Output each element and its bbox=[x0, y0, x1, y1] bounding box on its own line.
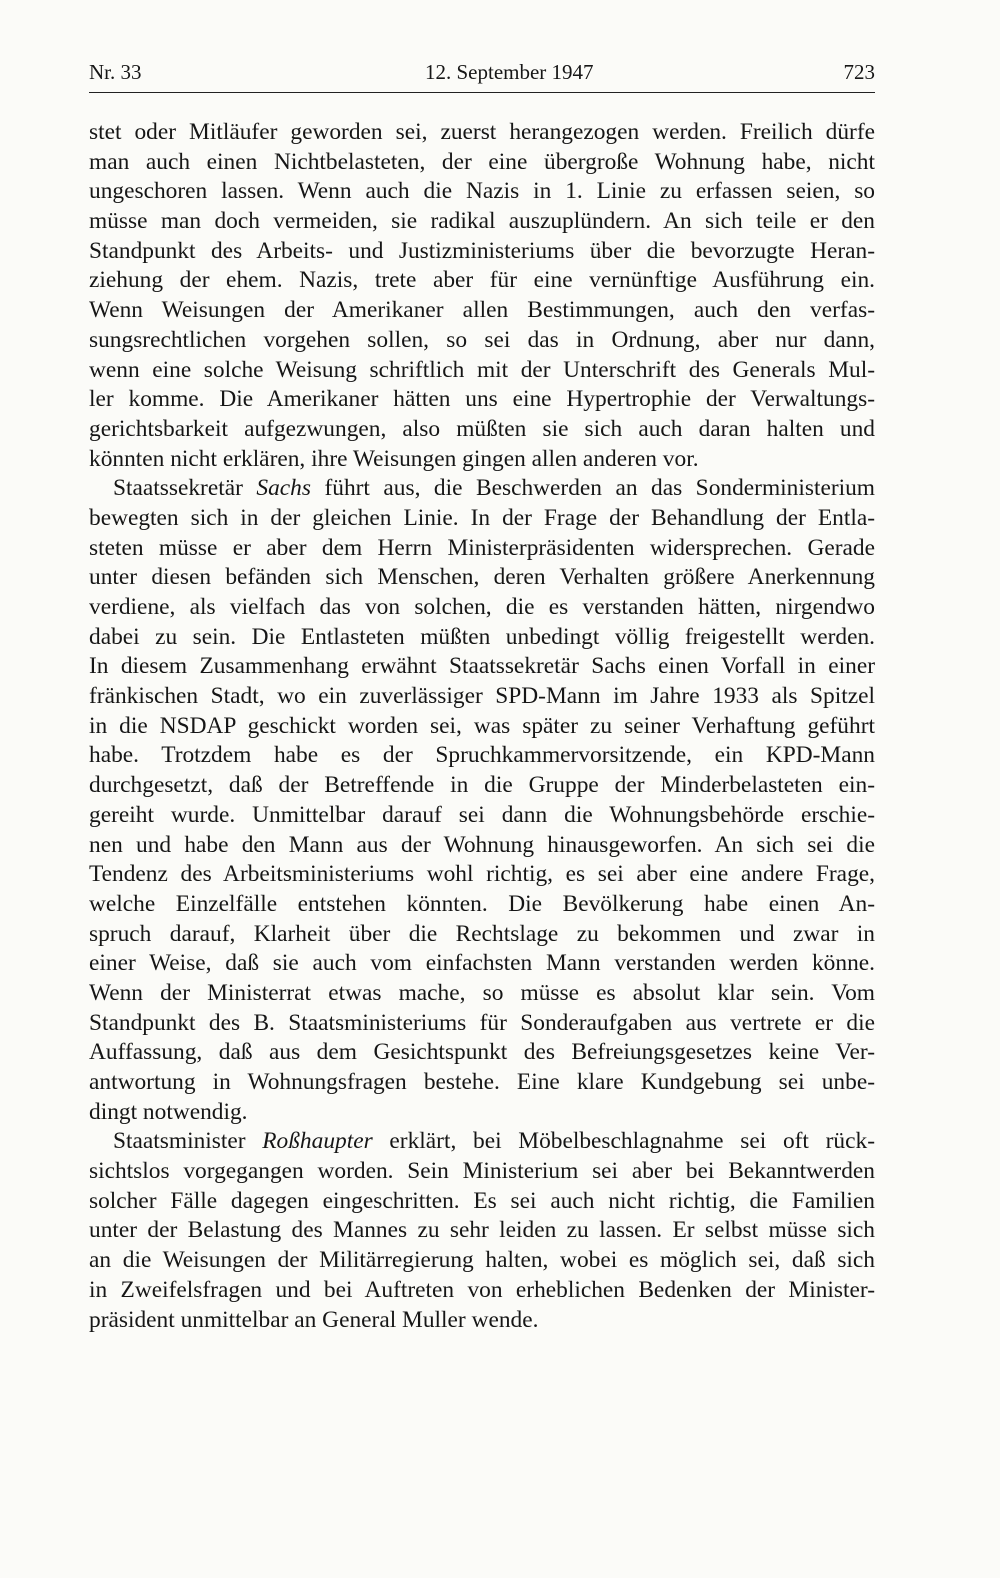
text-line: präsident unmittelbar an General Muller wende. bbox=[89, 1306, 539, 1333]
text-line bbox=[89, 474, 875, 504]
text-line: ziehung der ehem. Nazis, trete aber für eine vernünftige Ausführung ein. bbox=[89, 267, 875, 294]
text-line: habe. Trotzdem habe es der Spruchkammervorsitzende, ein KPD-Mann bbox=[89, 742, 875, 769]
text-line: dabei zu sein. Die Entlasteten müßten unbedingt völlig freigestellt werden. bbox=[89, 623, 875, 650]
text-line: gerichtsbarkeit aufgezwungen, also müßten sie sich auch daran halten und bbox=[89, 415, 875, 442]
text-line: in die NSDAP geschickt worden sei, was später zu seiner Verhaftung geführt bbox=[89, 712, 875, 739]
line-text: Staatssekretär bbox=[113, 475, 257, 502]
line-text: Staatsminister bbox=[113, 1128, 263, 1155]
text-line: solcher Fälle dagegen eingeschritten. Es sei auch nicht richtig, die Familien bbox=[89, 1187, 875, 1214]
text-line: steten müsse er aber dem Herrn Ministerpräsidenten widersprechen. Gerade bbox=[89, 534, 875, 561]
paragraph bbox=[89, 118, 875, 474]
text-line: fränkischen Stadt, wo ein zuverlässiger SPD-Mann im Jahre 1933 als Spitzel bbox=[89, 683, 875, 710]
paragraph bbox=[89, 1127, 875, 1335]
text-line: In diesem Zusammenhang erwähnt Staatssekretär Sachs einen Vorfall in einer bbox=[89, 653, 875, 680]
text-line: an die Weisungen der Militärregierung halten, wobei es möglich sei, daß sich bbox=[89, 1247, 875, 1274]
text-line: sungsrechtlichen vorgehen sollen, so sei das in Ordnung, aber nur dann, bbox=[89, 326, 875, 353]
text-line: bewegten sich in der gleichen Linie. In der Frage der Behandlung der Entla- bbox=[89, 504, 875, 531]
line-text: erklärt, bei Möbelbeschlagnahme sei oft rück- bbox=[372, 1128, 875, 1155]
text-line: man auch einen Nichtbelasteten, der eine übergroße Wohnung habe, nicht bbox=[89, 148, 875, 175]
text-line: wenn eine solche Weisung schriftlich mit der Unterschrift des Generals Mul- bbox=[89, 356, 875, 383]
text-line: spruch darauf, Klarheit über die Rechtslage zu bekommen und zwar in bbox=[89, 920, 875, 947]
text-line: welche Einzelfälle entstehen könnten. Die Bevölkerung habe einen An- bbox=[89, 890, 875, 917]
text-line: Auffassung, daß aus dem Gesichtspunkt des Befreiungsgesetzes keine Ver- bbox=[89, 1039, 875, 1066]
text-line: antwortung in Wohnungsfragen bestehe. Eine klare Kundgebung sei unbe- bbox=[89, 1069, 875, 1095]
text-line: in Zweifelsfragen und bei Auftreten von erheblichen Bedenken der Minister- bbox=[89, 1276, 875, 1303]
text-line: Tendenz des Arbeitsministeriums wohl richtig, es sei aber eine andere Frage, bbox=[89, 861, 875, 888]
header-date: 12. September 1947 bbox=[425, 60, 594, 84]
line-text: führt aus, die Beschwerden an das Sonderministerium bbox=[310, 475, 875, 502]
text-line: müsse man doch vermeiden, sie radikal auszuplündern. An sich teile er den bbox=[89, 208, 875, 235]
text-line: Wenn der Ministerrat etwas mache, so müsse es absolut klar sein. Vom bbox=[89, 979, 875, 1006]
running-header bbox=[89, 60, 875, 93]
issue-number: Nr. 33 bbox=[89, 60, 142, 84]
speaker-name: Sachs bbox=[256, 475, 311, 502]
text-line: sichtslos vorgegangen worden. Sein Ministerium sei aber bei Bekanntwerden bbox=[89, 1158, 875, 1185]
text-line: unter diesen befänden sich Menschen, deren Verhalten größere Anerkennung bbox=[89, 564, 875, 591]
paragraph bbox=[89, 474, 875, 1127]
text-line: Standpunkt des B. Staatsministeriums für Sonderaufgaben aus vertrete er die bbox=[89, 1009, 875, 1036]
body-text bbox=[89, 118, 875, 1335]
text-line: durchgesetzt, daß der Betreffende in die Gruppe der Minderbelasteten ein- bbox=[89, 772, 875, 799]
text-line: gereiht wurde. Unmittelbar darauf sei dann die Wohnungsbehörde erschie- bbox=[89, 801, 875, 828]
text-line: nen und habe den Mann aus der Wohnung hinausgeworfen. An sich sei die bbox=[89, 831, 875, 858]
text-line: ler komme. Die Amerikaner hätten uns eine Hypertrophie der Verwaltungs- bbox=[89, 386, 875, 413]
speaker-name: Roßhaupter bbox=[262, 1128, 373, 1155]
text-line: einer Weise, daß sie auch vom einfachsten Mann verstanden werden könne. bbox=[89, 950, 875, 977]
text-line: stet oder Mitläufer geworden sei, zuerst herangezogen werden. Freilich dürfe bbox=[89, 119, 875, 145]
text-line: Wenn Weisungen der Amerikaner allen Bestimmungen, auch den verfas- bbox=[89, 297, 875, 324]
text-line: ungeschoren lassen. Wenn auch die Nazis in 1. Linie zu erfassen seien, so bbox=[89, 178, 875, 205]
text-line: unter der Belastung des Mannes zu sehr leiden zu lassen. Er selbst müsse sich bbox=[89, 1217, 875, 1244]
text-line: Standpunkt des Arbeits- und Justizministeriums über die bevorzugte Heran- bbox=[89, 237, 875, 264]
page-number: 723 bbox=[843, 60, 875, 84]
text-line: könnten nicht erklären, ihre Weisungen gingen allen anderen vor. bbox=[89, 445, 699, 472]
text-line bbox=[89, 1127, 875, 1157]
text-line: dingt notwendig. bbox=[89, 1098, 248, 1125]
text-line: verdiene, als vielfach das von solchen, die es verstanden hätten, nirgendwo bbox=[89, 594, 875, 620]
